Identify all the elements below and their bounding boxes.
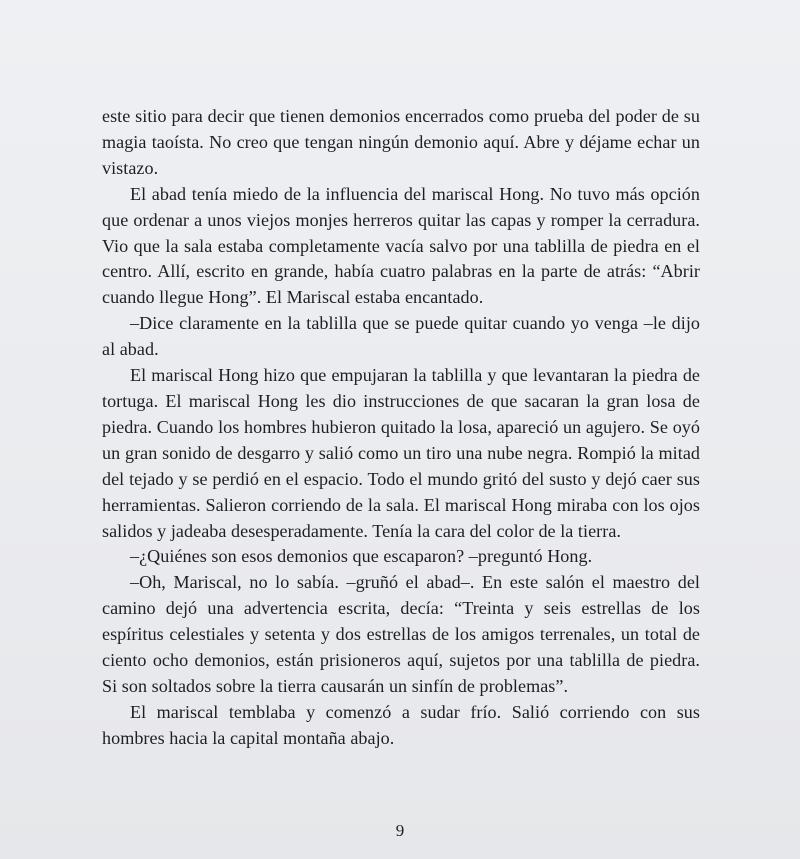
paragraph: El mariscal Hong hizo que empujaran la tablilla y que levantaran la piedra de tortuga. El mariscal Hong les dio instrucciones de que sacaran la gran losa de piedra. Cuando los hombres hubieron quitado la losa, apareció un agujero. Se oyó un gran sonido de desgarro y salió como un tiro una nube negra. Rompió la mitad del tejado y se perdió en el espacio. Todo el mundo gritó del susto y dejó caer sus herramientas. Salieron corriendo de la sala. El mariscal Hong miraba con los ojos salidos y jadeaba desesperadamente. Tenía la cara del color de la tierra. [102,365,700,541]
paragraph: este sitio para decir que tienen demonios encerrados como prueba del poder de su magia taoísta. No creo que tengan ningún demonio aquí. Abre y déjame echar un vistazo. [102,106,700,178]
body-text [102,104,700,752]
paragraph: El abad tenía miedo de la influencia del mariscal Hong. No tuvo más opción que ordenar a unos viejos monjes herreros quitar las capas y romper la cerradura. Vio que la sala estaba completamente vacía salvo por una tablilla de piedra en el centro. Allí, escrito en grande, había cuatro palabras en la parte de atrás: “Abrir cuando llegue Hong”. El Mariscal estaba encantado. [102,183,700,308]
paragraph: –Oh, Mariscal, no lo sabía. –gruñó el abad–. En este salón el maestro del camino dejó una advertencia escrita, decía: “Treinta y seis estrellas de los espíritus celestiales y setenta y dos estrellas de los amigos terrenales, un total de ciento ocho demonios, están prisioneros aquí, sujetos por una tablilla de piedra. Si son soltados sobre la tierra causarán un sinfín de problemas”. [102,572,700,696]
paragraph: –¿Quiénes son esos demonios que escaparon? –preguntó Hong. [130,546,593,567]
paragraph: El mariscal temblaba y comenzó a sudar frío. Salió corriendo con sus hombres hacia la capital montaña abajo. [102,701,700,748]
paragraph: –Dice claramente en la tablilla que se puede quitar cuando yo venga –le dijo al abad. [102,313,700,360]
page-number: 9 [395,821,405,840]
